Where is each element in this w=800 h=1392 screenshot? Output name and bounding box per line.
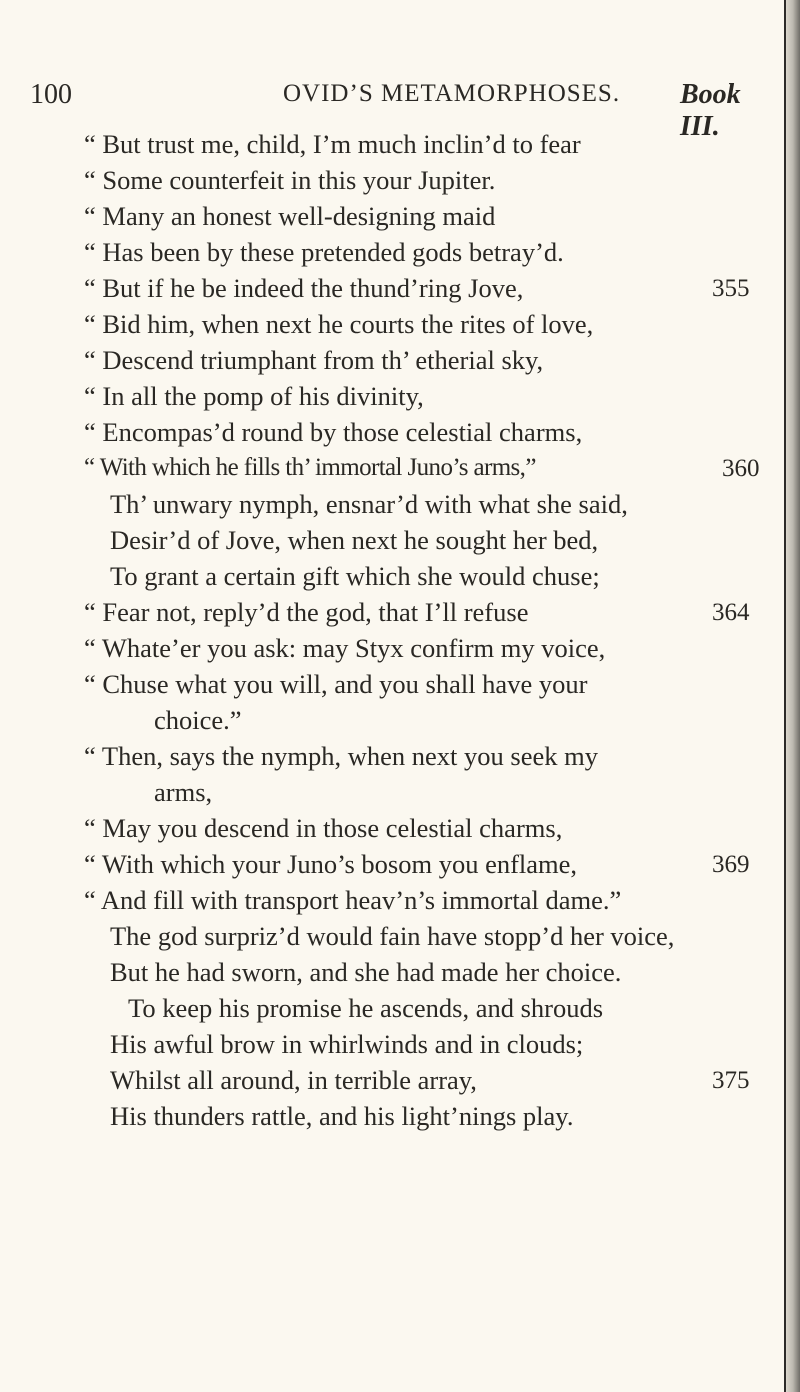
verse-line: “ May you descend in those celestial charms, (84, 813, 563, 843)
running-header (30, 79, 785, 142)
verse-line: “ Descend triumphant from th’ etherial sky, (84, 345, 544, 375)
running-title: OVID’S METAMORPHOSES. (283, 80, 621, 107)
verse-line-continuation: arms, (154, 777, 213, 807)
line-number: 360 (722, 455, 760, 482)
verse-line: “ With which your Juno’s bosom you enflame, (84, 849, 578, 879)
verse-line: “ But if he be indeed the thund’ring Jove, (84, 273, 524, 303)
verse-line: “ Many an honest well-designing maid (84, 201, 496, 231)
verse-line: “ But trust me, child, I’m much inclin’d to fear (84, 129, 581, 159)
verse-line: To keep his promise he ascends, and shrouds (128, 993, 604, 1023)
verse-line: “ In all the pomp of his divinity, (84, 381, 424, 411)
line-number: 364 (712, 599, 750, 626)
page-number: 100 (30, 79, 72, 110)
verse-line-continuation: choice.” (154, 705, 242, 735)
verse-line: “ Bid him, when next he courts the rites of love, (84, 309, 594, 339)
verse-line: “ Whate’er you ask: may Styx confirm my voice, (84, 633, 606, 663)
verse-line: “ Some counterfeit in this your Jupiter. (84, 165, 496, 195)
book-label: Book III. (680, 79, 741, 142)
verse-line: “ Then, says the nymph, when next you seek my (84, 741, 598, 771)
verse-line: The god surpriz’d would fain have stopp’d her voice, (110, 921, 675, 951)
verse-line: Desir’d of Jove, when next he sought her bed, (110, 525, 599, 555)
verse-line: “ And fill with transport heav’n’s immortal dame.” (84, 885, 622, 915)
line-number: 369 (712, 851, 750, 878)
line-number: 375 (712, 1067, 750, 1094)
verse-line: Whilst all around, in terrible array, (110, 1065, 477, 1095)
verse-line: To grant a certain gift which she would chuse; (110, 561, 600, 591)
verse-line: “ With which he fills th’ immortal Juno’s arms,” (84, 454, 536, 481)
verse-line: “ Has been by these pretended gods betray’d. (84, 237, 564, 267)
verse-line: But he had sworn, and she had made her choice. (110, 957, 622, 987)
page-edge-shadow (784, 0, 800, 1392)
verse-line: His awful brow in whirlwinds and in clouds; (110, 1029, 584, 1059)
verse-line: “ Chuse what you will, and you shall have your (84, 669, 588, 699)
line-number: 355 (712, 275, 750, 302)
verse-line: His thunders rattle, and his light’nings play. (110, 1101, 574, 1131)
page-edge-line (784, 0, 786, 1392)
verse-line: “ Fear not, reply’d the god, that I’ll refuse (84, 597, 529, 627)
verse-line: Th’ unwary nymph, ensnar’d with what she said, (110, 489, 628, 519)
verse-line: “ Encompas’d round by those celestial charms, (84, 417, 583, 447)
